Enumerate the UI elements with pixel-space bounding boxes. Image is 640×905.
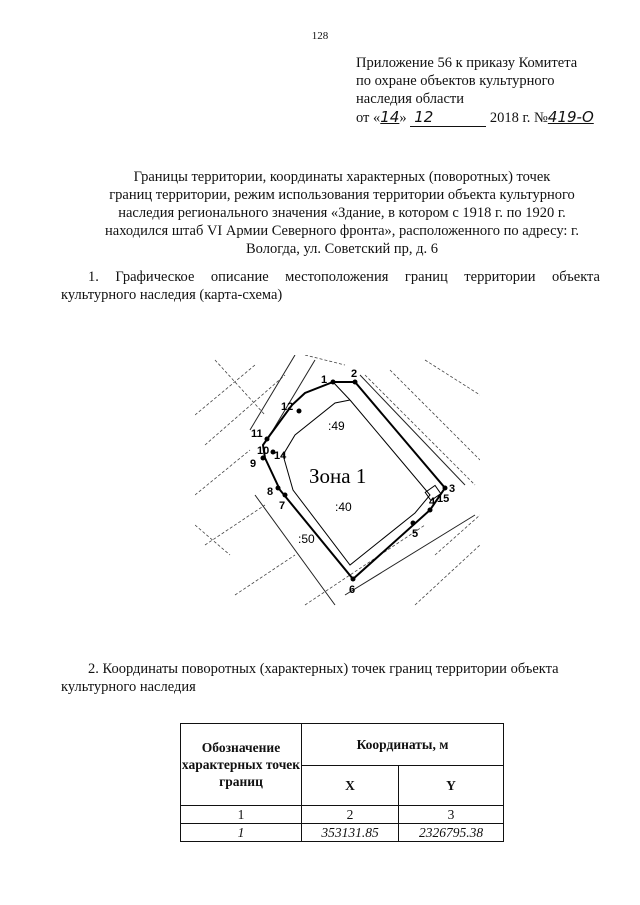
- appendix-header: [356, 54, 626, 127]
- point-label: 5: [412, 528, 419, 540]
- point-label: 8: [267, 486, 274, 498]
- section-2-line: культурного наследия: [61, 679, 196, 695]
- date-month: 12: [410, 108, 486, 127]
- boundary-point: [428, 508, 433, 513]
- inner-boundary: [333, 382, 350, 400]
- date-day: 14: [380, 108, 400, 126]
- page-number: 128: [311, 30, 329, 42]
- zone-label: Зона 1: [309, 464, 367, 488]
- section-1-heading: [61, 268, 600, 304]
- table-row: [181, 824, 504, 842]
- section-1-line: 1. Графическое описание местоположения границ территории объекта: [88, 269, 600, 285]
- coordinates-table: [180, 723, 504, 842]
- appendix-line: Приложение 56 к приказу Комитета: [356, 55, 578, 71]
- point-label: 15: [437, 493, 450, 505]
- column-number: 3: [399, 806, 504, 824]
- point-label: 12: [281, 401, 294, 413]
- point-label: 10: [257, 445, 270, 457]
- header-coordinates: Координаты, м: [302, 724, 504, 766]
- point-id-cell: 1: [181, 824, 302, 842]
- boundary-point: [276, 486, 281, 491]
- appendix-line: наследия области: [356, 91, 465, 107]
- section-1-line: культурного наследия (карта-схема): [61, 287, 283, 303]
- cadastral-map: [195, 355, 480, 615]
- header-y: Y: [399, 766, 504, 806]
- title-line: Вологда, ул. Советский пр, д. 6: [246, 241, 438, 257]
- point-label: 6: [349, 584, 356, 596]
- boundary-point: [353, 380, 358, 385]
- point-label: 4: [429, 496, 436, 508]
- date-mid: »: [399, 110, 407, 126]
- parcel-label: :40: [335, 500, 352, 514]
- title-line: находился штаб VI Армии Северного фронта», расположенного по адресу: г.: [105, 223, 579, 239]
- x-cell: 353131.85: [302, 824, 399, 842]
- point-label: 14: [274, 450, 287, 462]
- point-label: 2: [351, 368, 358, 380]
- boundary-point: [283, 493, 288, 498]
- title-line: наследия регионального значения «Здание, в котором с 1918 г. по 1920 г.: [118, 205, 566, 221]
- header-designation: Обозначение характерных точек границ: [181, 724, 302, 806]
- appendix-line: по охране объектов культурного: [356, 73, 555, 89]
- boundary-point: [443, 486, 448, 491]
- boundary-point: [331, 380, 336, 385]
- boundary-point: [265, 437, 270, 442]
- column-number: 2: [302, 806, 399, 824]
- appendix-date-line: [356, 108, 626, 127]
- date-year: 2018 г. №: [489, 110, 548, 126]
- title-line: Границы территории, координаты характерных (поворотных) точек: [133, 169, 551, 185]
- section-2-heading: [61, 660, 608, 696]
- y-cell: 2326795.38: [399, 824, 504, 842]
- point-label: 9: [250, 458, 257, 470]
- section-2-line: 2. Координаты поворотных (характерных) точек границ территории объекта: [88, 661, 559, 677]
- boundary-point: [411, 521, 416, 526]
- title-line: границ территории, режим использования территории объекта культурного: [109, 187, 575, 203]
- boundary-point: [297, 409, 302, 414]
- point-label: 1: [321, 374, 328, 386]
- parcel-label: :49: [328, 419, 345, 433]
- point-label: 3: [449, 483, 456, 495]
- document-title: [62, 168, 622, 258]
- parcel-label: :50: [298, 532, 315, 546]
- point-label: 7: [279, 500, 286, 512]
- header-x: X: [302, 766, 399, 806]
- point-label: 11: [251, 428, 263, 440]
- column-number: 1: [181, 806, 302, 824]
- date-prefix: от «: [356, 110, 381, 126]
- boundary-point: [351, 577, 356, 582]
- order-number: 419-О: [547, 108, 594, 126]
